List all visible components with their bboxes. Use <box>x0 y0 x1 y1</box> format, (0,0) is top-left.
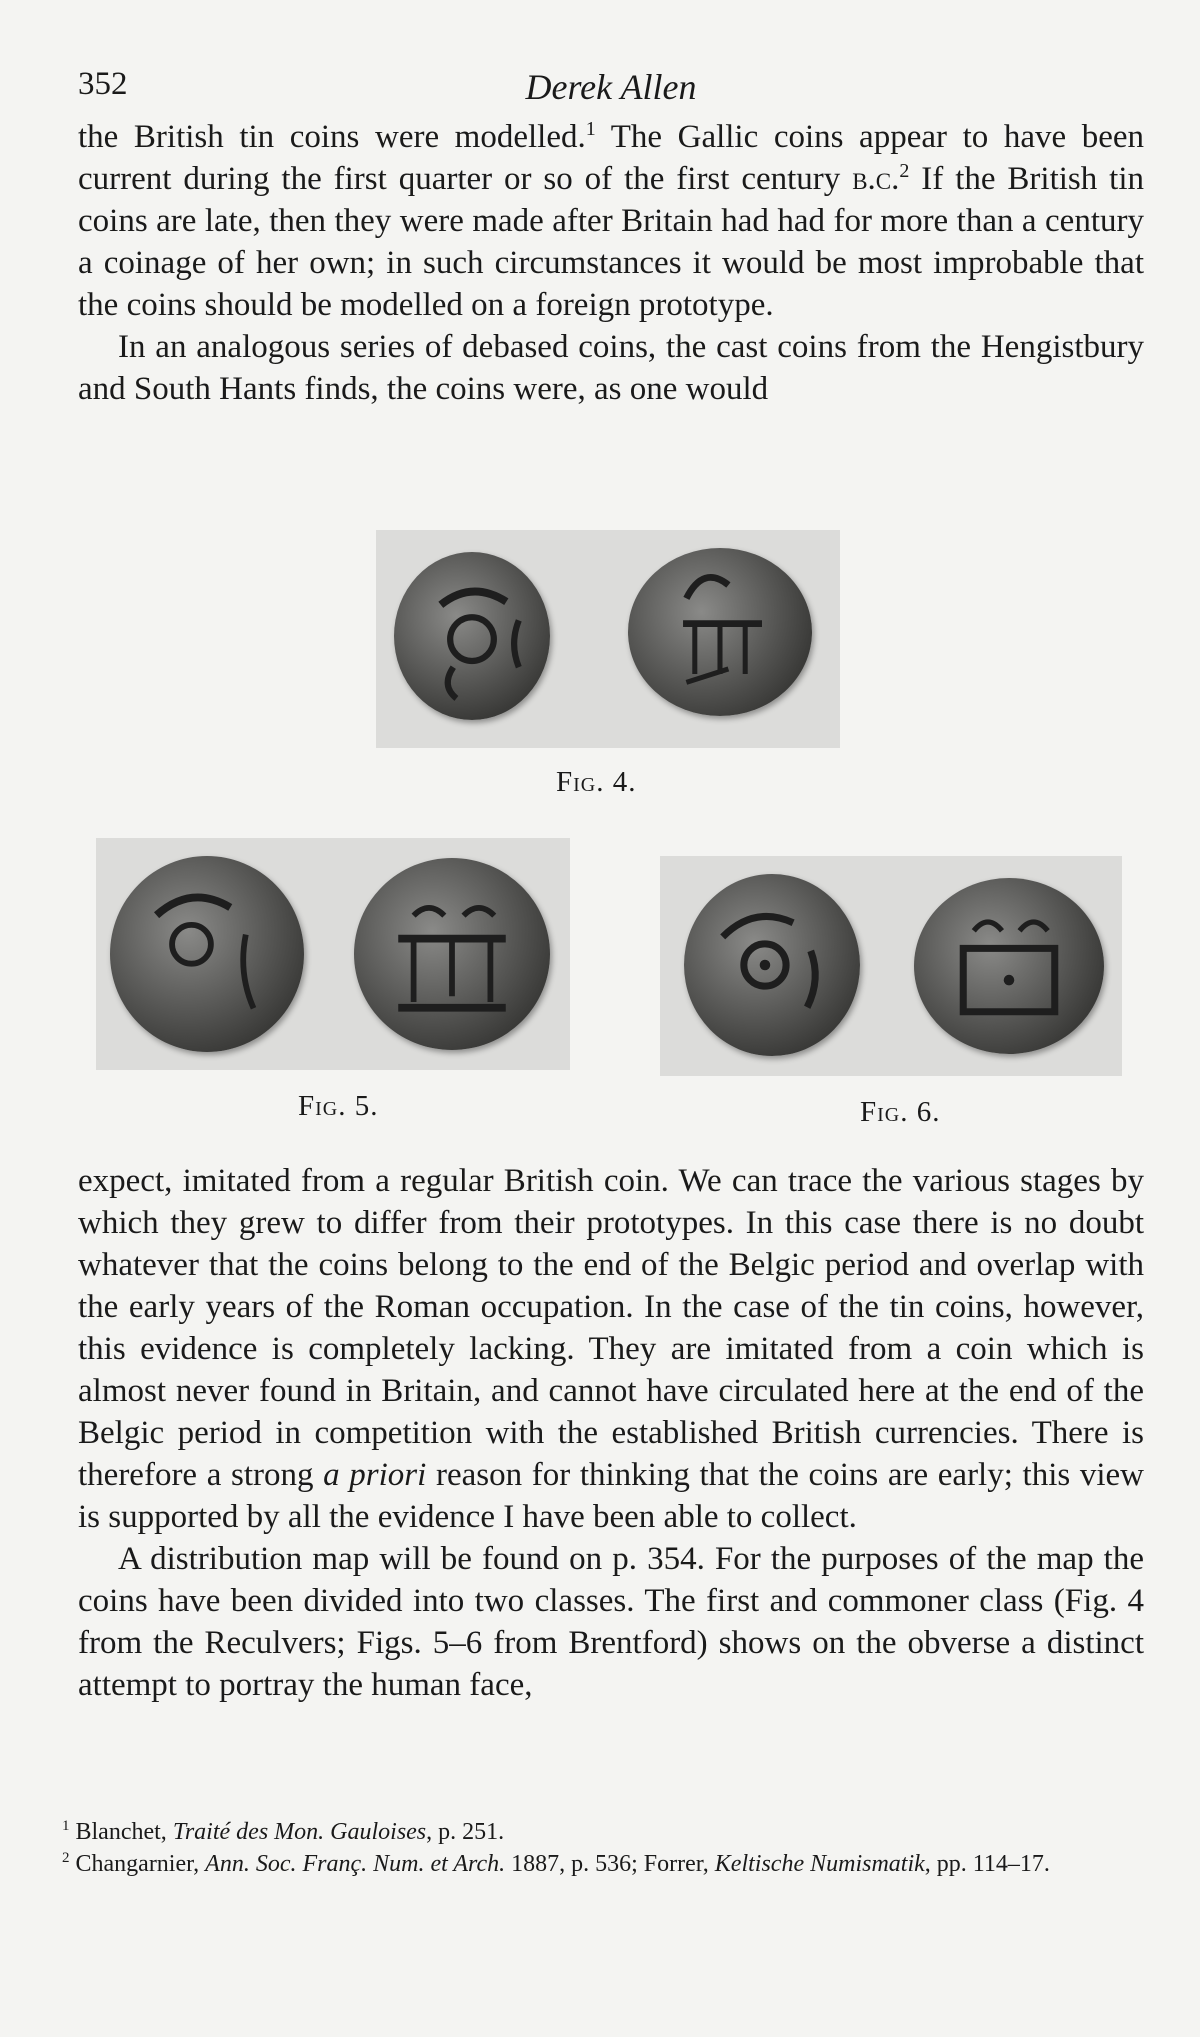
coin-reverse <box>628 548 812 716</box>
coin-obverse <box>684 874 860 1056</box>
figure-5-caption: Fig. 5. <box>298 1090 379 1122</box>
figure-4-caption: Fig. 4. <box>556 766 637 798</box>
coin-face-icon <box>394 552 550 720</box>
figure-4-image <box>376 530 840 748</box>
running-head: Derek Allen <box>525 67 697 107</box>
footnote-ref-1[interactable]: 1 <box>585 118 596 140</box>
footnote-2: $^2$ Changarnier, Ann. Soc. Franç. Num. et Arch. 1887, p. 536; Forrer, Keltische Numismatik, pp. 114–17. <box>62 1850 1050 1877</box>
coin-face-icon <box>684 874 860 1056</box>
figure-6-image <box>660 856 1122 1076</box>
page-lower <box>78 1160 1144 1706</box>
coin-bull-icon <box>628 548 812 716</box>
footnote-1: $^1$ Blanchet, Traité des Mon. Gauloises, p. 251. <box>62 1818 505 1845</box>
coin-reverse <box>354 858 550 1050</box>
page <box>78 66 1144 410</box>
coin-temple-icon <box>914 878 1104 1054</box>
page-header <box>78 66 1144 116</box>
coin-face-icon <box>110 856 304 1052</box>
paragraph-2: In an analogous series of debased coins, the cast coins from the Hengistbury and South Hants finds, the coins were, as one would <box>78 329 1144 407</box>
coin-obverse <box>394 552 550 720</box>
coin-obverse <box>110 856 304 1052</box>
page-number: 352 <box>78 66 128 102</box>
paragraph-3: expect, imitated from a regular British coin. We can trace the various stages by which they grew to differ from their prototypes. In this case there is no doubt whatever that the coins belong to the end of the Belgic period and overlap with the early years of the Roman occupation. In the case of the tin coins, however, this evidence is completely lacking. They are imitated from a coin which is almost never found in Britain, and cannot have circulated here at the end of the Belgic period in competition with the established British currencies. There is therefore a strong a priori reason for thinking that the coins are early; this view is supported by all the evidence I have been able to collect. <box>78 1163 1144 1535</box>
figure-5-image <box>96 838 570 1070</box>
coin-temple-icon <box>354 858 550 1050</box>
paragraph-4: A distribution map will be found on p. 354. For the purposes of the map the coins have been divided into two classes. The first and commoner class (Fig. 4 from the Reculvers; Figs. 5–6 from Brentford) shows on the obverse a distinct attempt to portray the human face, <box>78 1541 1144 1703</box>
footnote-ref-2[interactable]: 2 <box>899 160 910 182</box>
footnotes <box>62 1816 1132 1880</box>
paragraph-1: the British tin coins were modelled.$^1$ The Gallic coins appear to have been current during the first quarter or so of the first century b.c.$^2$ If the British tin coins are late, then they were made after Britain had had for more than a century a coinage of her own; in such circumstances it would be most improbable that the coins should be modelled on a foreign prototype. <box>78 118 1145 323</box>
figure-6-caption: Fig. 6. <box>860 1096 941 1128</box>
coin-reverse <box>914 878 1104 1054</box>
